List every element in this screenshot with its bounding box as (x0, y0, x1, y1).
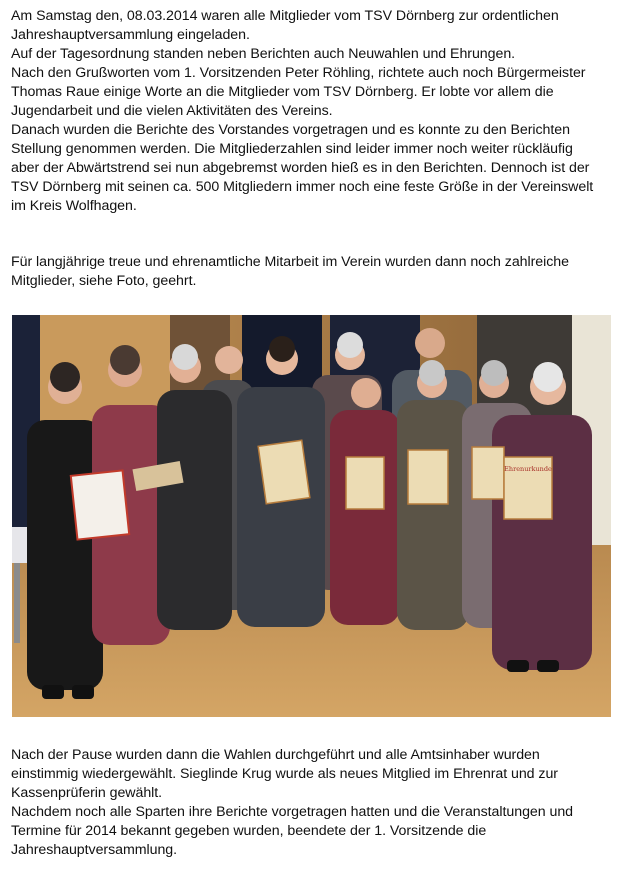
text-line: aber der Abwärtstrend sei nun abgebremst worden hieß es in den Berichten. Dennoch ist der (11, 160, 590, 176)
honors-paragraph (11, 253, 636, 291)
outro-paragraphs (11, 746, 636, 860)
text-line: Für langjährige treue und ehrenamtliche Mitarbeit im Verein wurden dann noch zahlreiche (11, 254, 569, 270)
group-photo (12, 315, 611, 717)
text-line: Jahreshauptversammlung. (11, 842, 178, 858)
text-line: einstimmig wiedergewählt. Sieglinde Krug wurde als neues Mitglied im Ehrenrat und zur (11, 766, 558, 782)
text-line: Jahreshauptversammlung eingeladen. (11, 27, 250, 43)
text-line: Termine für 2014 bekannt gegeben wurden, beendete der 1. Vorsitzende die (11, 823, 487, 839)
text-line: Nach den Grußworten vom 1. Vorsitzenden Peter Röhling, richtete auch noch Bürgermeister (11, 65, 586, 81)
text-line: Jugendarbeit und die vielen Aktivitäten des Vereins. (11, 103, 333, 119)
text-line: Nach der Pause wurden dann die Wahlen durchgeführt und alle Amtsinhaber wurden (11, 747, 540, 763)
text-line: Am Samstag den, 08.03.2014 waren alle Mitglieder vom TSV Dörnberg zur ordentlichen (11, 8, 559, 24)
intro-paragraphs (11, 7, 636, 216)
text-line: Nachdem noch alle Sparten ihre Berichte vorgetragen hatten und die Veranstaltungen und (11, 804, 574, 820)
text-line: im Kreis Wolfhagen. (11, 198, 137, 214)
text-line: Auf der Tagesordnung standen neben Berichten auch Neuwahlen und Ehrungen. (11, 46, 516, 62)
text-line: Mitglieder, siehe Foto, geehrt. (11, 273, 197, 289)
certificate-heading: Ehrenurkunde (504, 465, 552, 473)
group-photo-illustration (12, 315, 611, 717)
text-line: Danach wurden die Berichte des Vorstandes vorgetragen und es konnte zu den Berichten (11, 122, 570, 138)
text-line: Stellung genommen werden. Die Mitgliederzahlen sind leider immer noch weiter rückläufig (11, 141, 573, 157)
text-line: Thomas Raue einige Worte an die Mitglieder vom TSV Dörnberg. Er lobte vor allem die (11, 84, 554, 100)
text-line: Kassenprüferin gewählt. (11, 785, 163, 801)
text-line: TSV Dörnberg mit seinen ca. 500 Mitgliedern immer noch eine feste Größe in der Vereinswelt (11, 179, 594, 195)
